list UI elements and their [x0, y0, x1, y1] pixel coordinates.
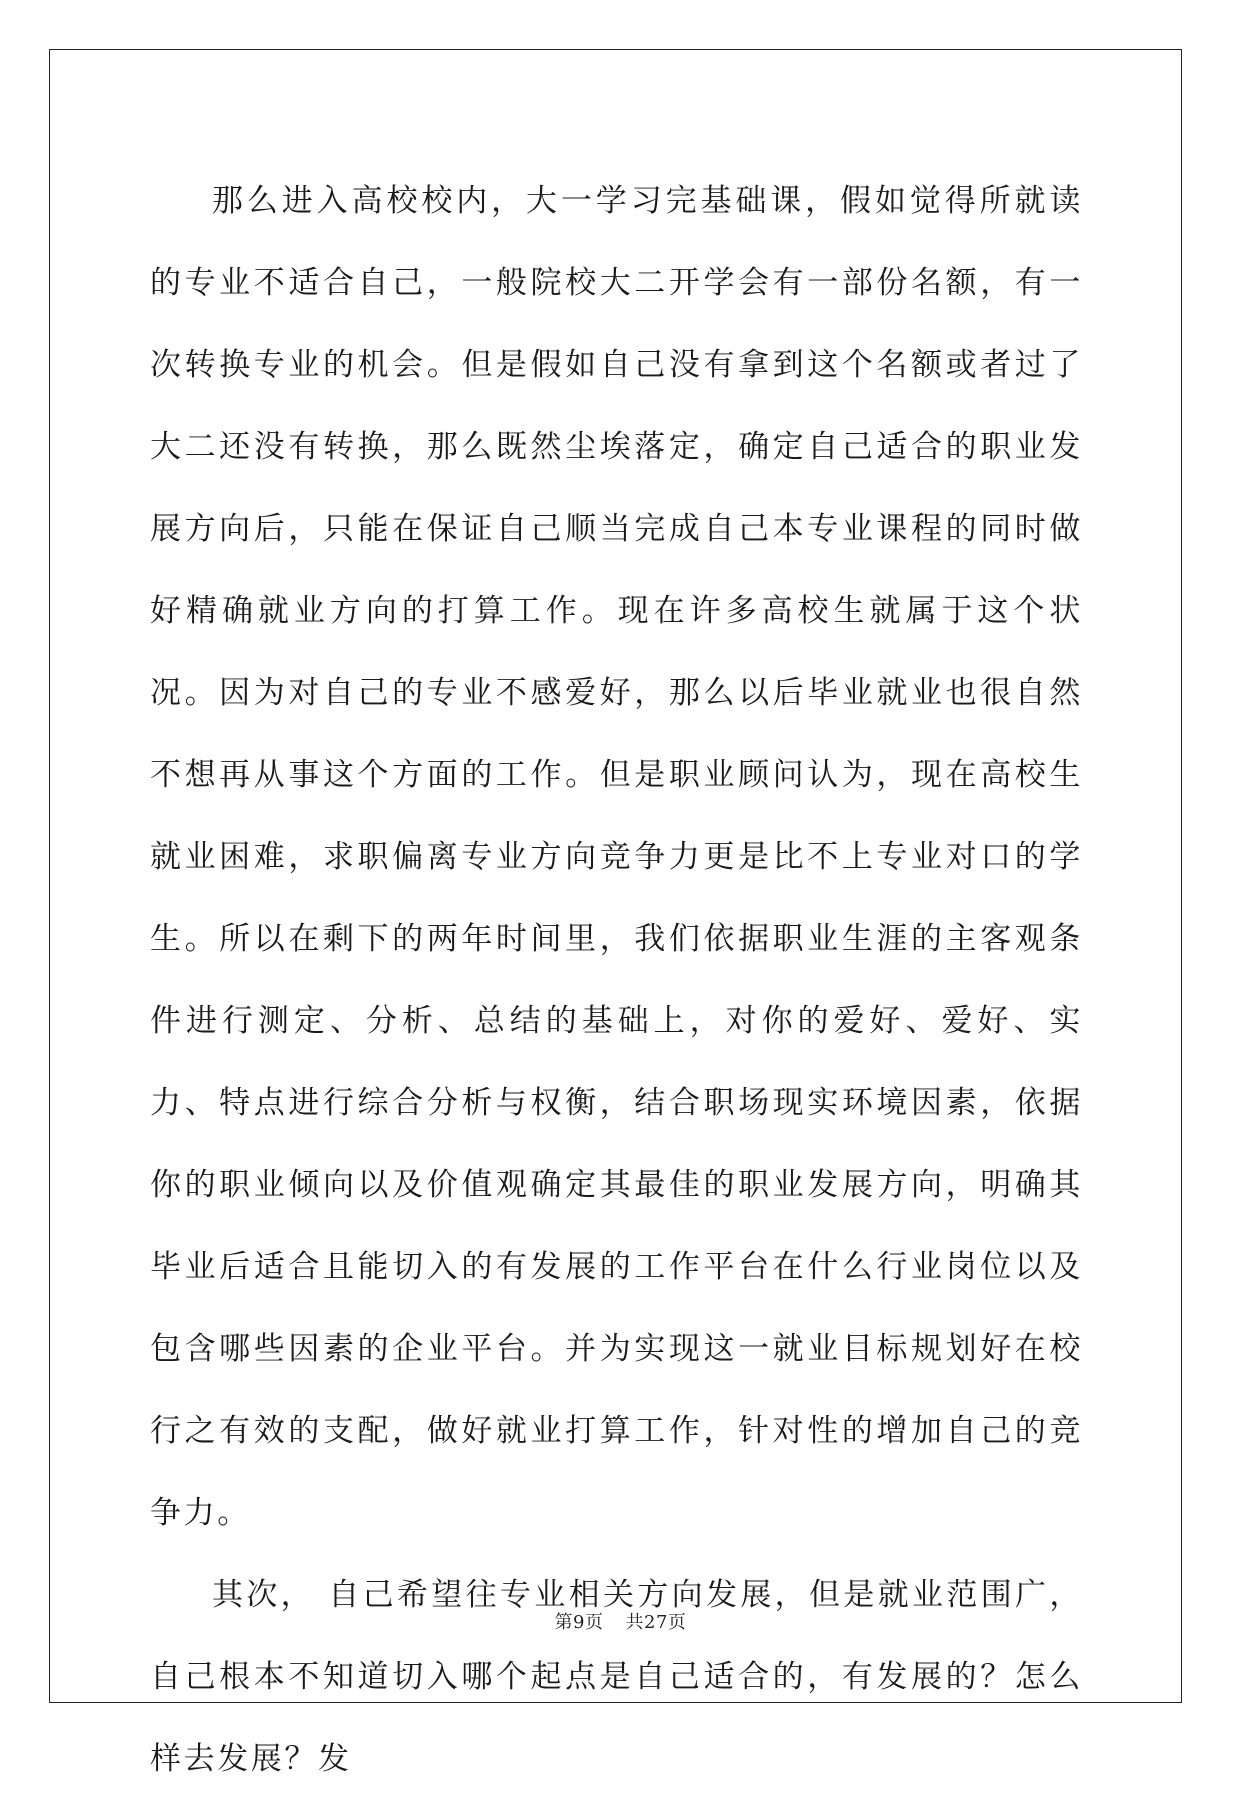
- page-number: 第9页: [554, 1612, 604, 1633]
- paragraph-1: 那么进入高校校内，大一学习完基础课，假如觉得所就读的专业不适合自己，一般院校大二开学会有一部份名额，有一次转换专业的机会。但是假如自己没有拿到这个名额或者过了大二还没有转换，那么既然尘埃落定，确定自己适合的职业发展方向后，只能在保证自己顺当完成自己本专业课程的同时做好精确就业方向的打算工作。现在许多高校生就属于这个状况。因为对自己的专业不感爱好，那么以后毕业就业也很自然不想再从事这个方面的工作。但是职业顾问认为，现在高校生就业困难，求职偏离专业方向竞争力更是比不上专业对口的学生。所以在剩下的两年时间里，我们依据职业生涯的主客观条件进行测定、分析、总结的基础上，对你的爱好、爱好、实力、特点进行综合分析与权衡，结合职场现实环境因素，依据你的职业倾向以及价值观确定其最佳的职业发展方向，明确其毕业后适合且能切入的有发展的工作平台在什么行业岗位以及包含哪些因素的企业平台。并为实现这一就业目标规划好在校行之有效的支配，做好就业打算工作，针对性的增加自己的竞争力。: [150, 183, 1083, 1531]
- page-footer: [0, 1608, 1241, 1634]
- page-total: 共27页: [625, 1612, 687, 1633]
- document-body: [150, 160, 1083, 1800]
- paragraph-2: 其次， 自己希望往专业相关方向发展，但是就业范围广，自己根本不知道切入哪个起点是自己适合的，有发展的？怎么样去发展？发: [150, 1577, 1083, 1777]
